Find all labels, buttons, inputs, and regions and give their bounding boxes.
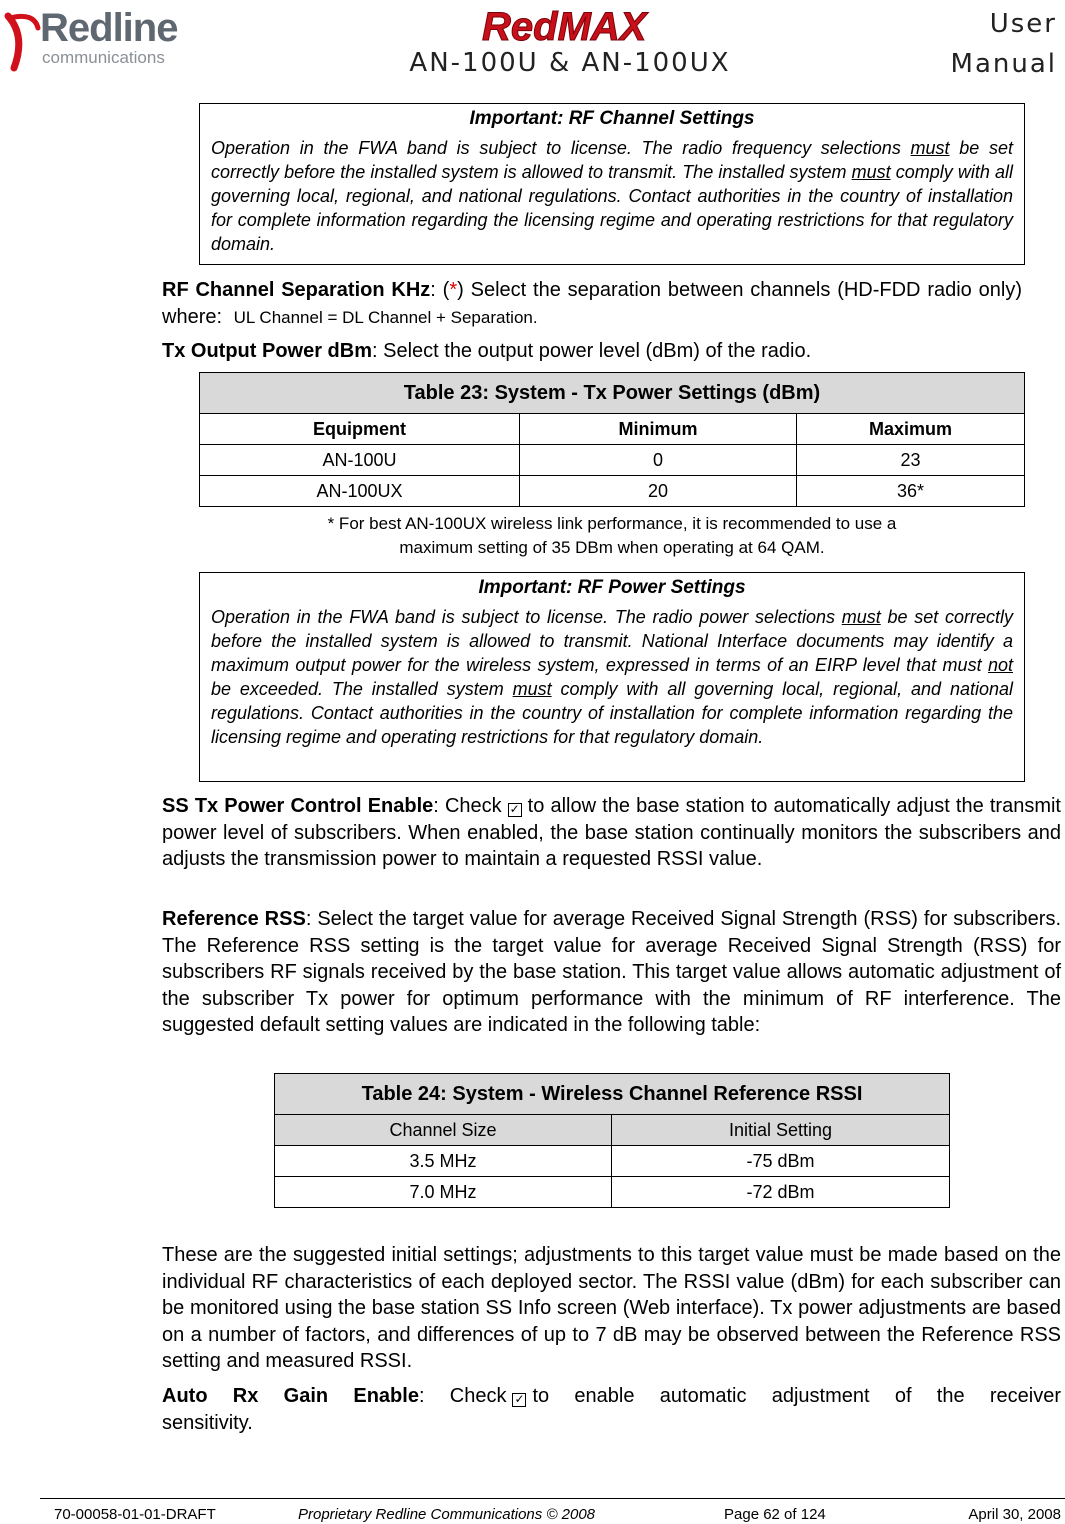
footer-page-number: Page 62 of 124 xyxy=(724,1506,826,1523)
table-cell: -75 dBm xyxy=(612,1146,950,1177)
product-title: AN-100U & AN-100UX xyxy=(409,48,731,78)
redline-logo-text: Redline xyxy=(40,6,178,50)
note-title: Important: RF Power Settings xyxy=(478,577,746,598)
table-cell: 20 xyxy=(520,476,797,507)
redmax-logo-text: RedMAX xyxy=(482,5,647,48)
note-body: Operation in the FWA band is subject to license. The radio frequency selections must be set correctly before the installed system is allowed to transmit. The installed system must comply with all governing local, regional, and national regulations. Contact authorities in the country of installation for complete information regarding the licensing regime and operating restrictions for that regulatory domain. xyxy=(211,138,1013,254)
table-footnote: * For best AN-100UX wireless link performance, it is recommended to use a maximum setting of 35 DBm when operating at 64 QAM. xyxy=(327,514,897,557)
footer-copyright: Proprietary Redline Communications © 2008 xyxy=(298,1506,596,1523)
param-label: Auto Rx Gain Enable xyxy=(162,1385,419,1407)
table-row xyxy=(200,476,1025,507)
table-caption: Table 24: System - Wireless Channel Reference RSSI xyxy=(275,1074,950,1115)
tx-output-power-paragraph: Tx Output Power dBm: Select the output power level (dBm) of the radio. xyxy=(162,340,812,362)
suggested-settings-paragraph: These are the suggested initial settings; adjustments to this target value must be made based on the individual RF characteristics of each deployed sector. The RSSI value (dBm) for each subscriber can be monitored using the base station SS Info screen (Web interface). Tx power adjustments are based on a number of factors, and differences of up to 7 dB may be observed between the Reference RSS setting and measured RSSI. xyxy=(162,1244,1061,1372)
param-label: RF Channel Separation KHz xyxy=(162,279,431,301)
table-cell: 36* xyxy=(797,476,1025,507)
checkbox-checked-icon: ✓ xyxy=(509,802,520,816)
table-reference-rssi xyxy=(274,1073,950,1208)
column-header: Minimum xyxy=(520,414,797,445)
redline-swoosh-icon xyxy=(4,6,44,72)
table-cell: 23 xyxy=(797,445,1025,476)
table-tx-power-settings xyxy=(199,372,1025,507)
table-cell: 0 xyxy=(520,445,797,476)
footer-date: April 30, 2008 xyxy=(968,1506,1061,1523)
table-cell: AN-100UX xyxy=(200,476,520,507)
table-row xyxy=(200,445,1025,476)
column-header: Channel Size xyxy=(275,1115,612,1146)
separation-formula: UL Channel = DL Channel + Separation. xyxy=(233,307,538,327)
document-type-line2: Manual xyxy=(950,49,1057,79)
param-label: Tx Output Power dBm xyxy=(162,340,372,362)
redmax-logo xyxy=(480,4,690,48)
important-note-rf-channel xyxy=(199,103,1025,265)
table-cell: 7.0 MHz xyxy=(275,1177,612,1208)
param-label: SS Tx Power Control Enable xyxy=(162,795,434,817)
column-header: Maximum xyxy=(797,414,1025,445)
table-cell: 3.5 MHz xyxy=(275,1146,612,1177)
note-title: Important: RF Channel Settings xyxy=(469,108,755,129)
auto-rx-gain-paragraph: Auto Rx Gain Enable: Check ✓ to enable automatic adjustment of the receiver sensitivity. xyxy=(162,1385,1062,1434)
document-type-line1: User xyxy=(989,9,1057,39)
important-note-rf-power xyxy=(199,572,1025,782)
redline-logo xyxy=(4,6,209,70)
table-caption: Table 23: System - Tx Power Settings (dBm) xyxy=(200,373,1025,414)
note-body: Operation in the FWA band is subject to license. The radio power selections must be set correctly before the installed system is allowed to transmit. National Interface documents may identify a maximum output power for the wireless system, expressed in terms of an EIRP level that must not be exceeded. The installed system must comply with all governing local, regional, and national regulations. Contact authorities in the country of installation for complete information regarding the licensing regime and operating restrictions for that regulatory domain. xyxy=(211,607,1013,747)
table-cell: AN-100U xyxy=(200,445,520,476)
column-header: Equipment xyxy=(200,414,520,445)
table-row xyxy=(275,1146,950,1177)
footer-doc-id: 70-00058-01-01-DRAFT xyxy=(54,1506,216,1523)
param-label: Reference RSS xyxy=(162,908,306,930)
table-cell: -72 dBm xyxy=(612,1177,950,1208)
document-type xyxy=(927,4,1057,84)
footer-divider xyxy=(40,1498,1065,1499)
table-row xyxy=(275,1177,950,1208)
rf-channel-separation-paragraph: RF Channel Separation KHz: (*) Select the separation between channels (HD-FDD radio only) where: UL Channel = DL Channel + Separation. xyxy=(162,279,1022,328)
redline-logo-subtext: communications xyxy=(42,48,165,67)
column-header: Initial Setting xyxy=(612,1115,950,1146)
ss-tx-power-control-paragraph: SS Tx Power Control Enable: Check ✓ to allow the base station to automatically adjust the transmit power level of subscribers. When enabled, the base station continually monitors the subscribers and adjusts the transmission power to maintain a requested RSSI value. xyxy=(162,795,1061,870)
reference-rss-paragraph: Reference RSS: Select the target value for average Received Signal Strength (RSS) for subscribers. The Reference RSS setting is the target value for average Received Signal Strength (RSS) for subscribers RF signals received by the base station. This target value allows automatic adjustment of the subscriber Tx power for optimum performance with the minimum of RF interference. The suggested default setting values are indicated in the following table: xyxy=(162,908,1062,1036)
checkbox-checked-icon: ✓ xyxy=(514,1392,525,1406)
redmax-wordmark xyxy=(480,4,690,48)
